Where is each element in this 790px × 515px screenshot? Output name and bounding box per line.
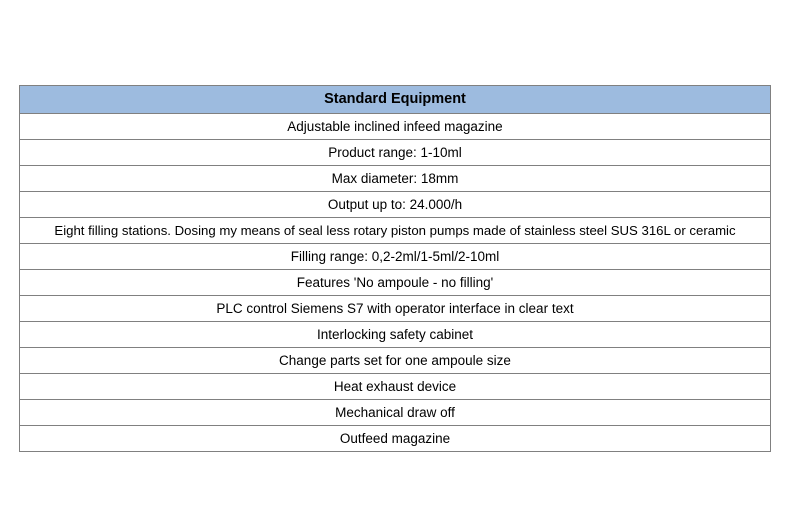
table-header-row [20, 86, 771, 114]
table-cell: Interlocking safety cabinet [20, 322, 771, 348]
table-cell: Adjustable inclined infeed magazine [20, 114, 771, 140]
table-cell: PLC control Siemens S7 with operator interface in clear text [20, 296, 771, 322]
table-cell: Output up to: 24.000/h [20, 192, 771, 218]
table-cell: Product range: 1-10ml [20, 140, 771, 166]
table-row [20, 348, 771, 374]
table-row [20, 296, 771, 322]
table-cell: Change parts set for one ampoule size [20, 348, 771, 374]
table-row [20, 322, 771, 348]
table-row [20, 244, 771, 270]
table-row [20, 218, 771, 244]
table-row [20, 270, 771, 296]
table-row [20, 400, 771, 426]
table-header-cell: Standard Equipment [20, 86, 771, 114]
table-row [20, 426, 771, 452]
table-row [20, 374, 771, 400]
table-cell: Mechanical draw off [20, 400, 771, 426]
table-body [20, 86, 771, 452]
table-cell: Heat exhaust device [20, 374, 771, 400]
table-cell: Max diameter: 18mm [20, 166, 771, 192]
table-cell: Outfeed magazine [20, 426, 771, 452]
table-cell: Features 'No ampoule - no filling' [20, 270, 771, 296]
table-cell: Eight filling stations. Dosing my means of seal less rotary piston pumps made of stainless steel SUS 316L or ceramic [20, 218, 771, 244]
table-row [20, 114, 771, 140]
table-cell: Filling range: 0,2-2ml/1-5ml/2-10ml [20, 244, 771, 270]
table-row [20, 140, 771, 166]
table-row [20, 192, 771, 218]
standard-equipment-table [19, 85, 771, 452]
table-row [20, 166, 771, 192]
